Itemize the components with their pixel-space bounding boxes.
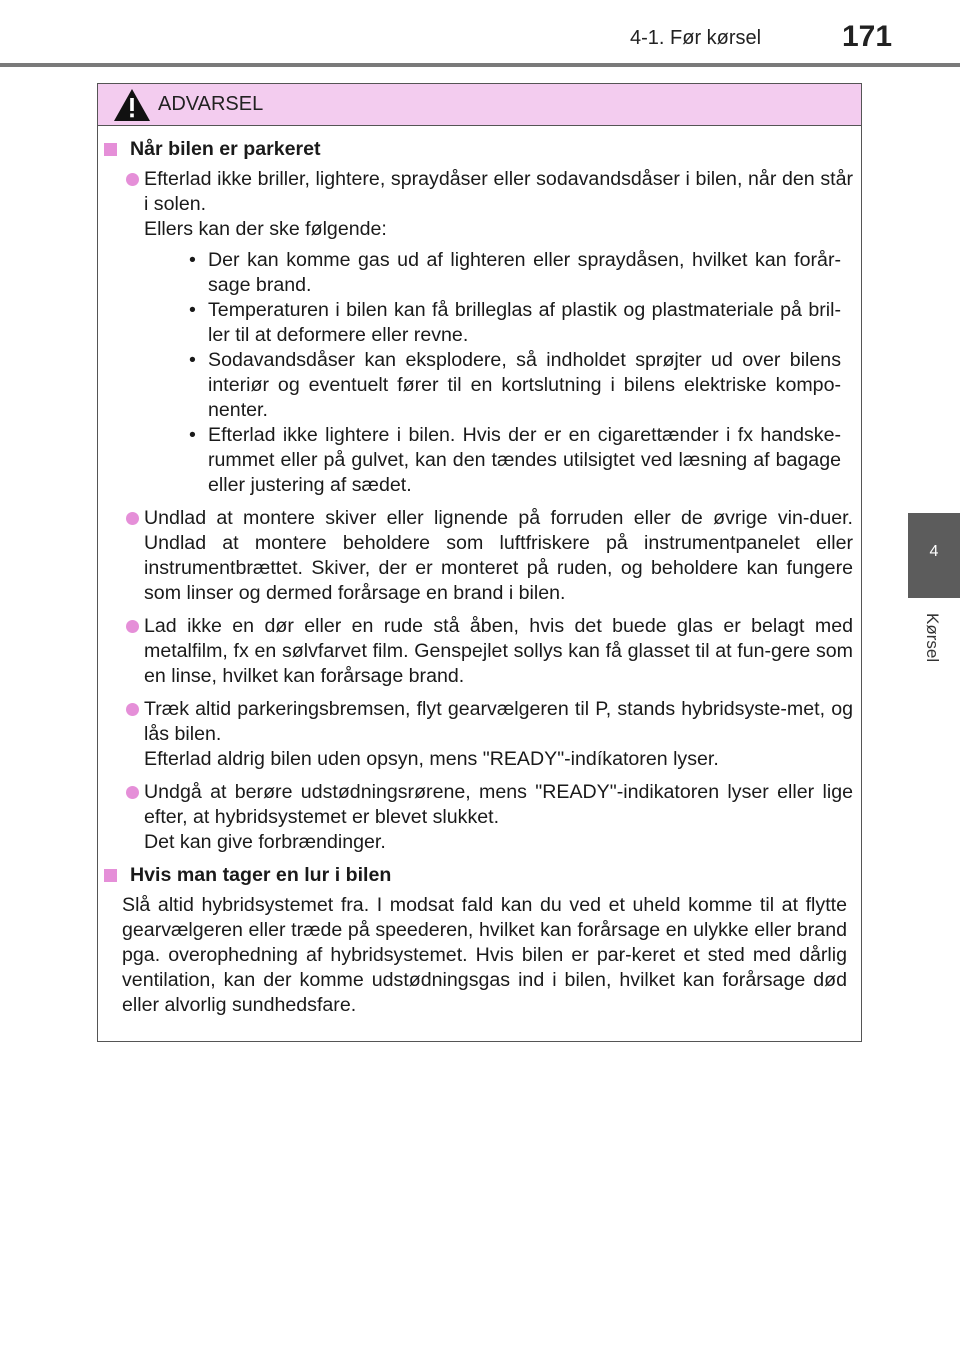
sub-item-text: Temperaturen i bilen kan få brilleglas af plastik og plastmateriale på bril-ler til at deformere eller revne. (208, 299, 841, 346)
chapter-tab (908, 513, 960, 598)
bullet-dot (126, 786, 139, 799)
section-paragraph: Slå altid hybridsystemet fra. I modsat fald kan du ved et uheld komme til at flytte gearvælgeren eller træde på speederen, hvilket kan forårsage en ulykke eller brand pga. overophedning af hybridsystemet. Hvis bilen er par-keret et sted med dårlig ventilation, kan der komme udstødningsgas ind i bilen, hvilket kan forårsage død eller alvorlig sundhedsfare. (122, 894, 847, 1016)
bullet-dot (126, 620, 139, 633)
bullet-line: Det kan give forbrændinger. (144, 831, 386, 853)
bullet-dot (126, 703, 139, 716)
chapter-tab-label-box (908, 605, 960, 685)
sub-item-marker: • (189, 349, 196, 371)
sub-item (144, 423, 841, 498)
sub-item (144, 248, 841, 298)
bullet-line: Efterlad ikke briller, lightere, spraydåser eller sodavandsdåser i bilen, når den står i solen. (144, 168, 853, 215)
chapter-tab-label: Kørsel (923, 613, 942, 663)
section-square-marker (104, 143, 117, 156)
bullet-item (98, 614, 861, 689)
bullet-line: Undgå at berøre udstødningsrørene, mens "READY"-indikatoren lyser eller lige efter, at hybridsystemet er blevet slukket. (144, 781, 853, 828)
section-heading-text: Hvis man tager en lur i bilen (130, 864, 392, 886)
section-square-marker (104, 869, 117, 882)
sub-item-text: Efterlad ikke lightere i bilen. Hvis der er en cigarettænder i fx handske-rummet eller på gulvet, kan den tændes utilsigtet ved læsning af bagage eller justering af sædet. (208, 424, 841, 496)
warning-header (98, 84, 861, 126)
bullet-line: Træk altid parkeringsbremsen, flyt gearvælgeren til P, stands hybridsyste-met, og lås bilen. (144, 698, 853, 745)
page-number: 171 (842, 20, 893, 53)
section-heading-text: Når bilen er parkeret (130, 138, 321, 160)
bullet-item (98, 697, 861, 772)
section-heading-parked (104, 137, 861, 162)
sub-item-marker: • (189, 249, 196, 271)
header-rule (0, 63, 960, 67)
sub-item-text: Sodavandsdåser kan eksplodere, så indholdet sprøjter ud over bilens interiør og eventuelt fører til en kortslutning i bilens elektriske kompo-nenter. (208, 349, 841, 421)
running-header-section: 4-1. Før kørsel (630, 27, 762, 49)
sub-item-text: Der kan komme gas ud af lighteren eller spraydåsen, hvilket kan forår-sage brand. (208, 249, 841, 296)
bullet-line: Ellers kan der ske følgende: (144, 218, 387, 240)
bullet-item (98, 506, 861, 606)
bullet-line: Efterlad aldrig bilen uden opsyn, mens "READY"-indíkatoren lyser. (144, 748, 719, 770)
sub-item-marker: • (189, 424, 196, 446)
bullet-dot (126, 173, 139, 186)
bullet-line: Undlad at montere skiver eller lignende på forruden eller de øvrige vin-duer. Undlad at montere beholdere som luftfriskere på instrumentpanelet eller instrumentbrættet. Skiver, der er monteret på ruden, og beholdere kan fungere som linser og dermed forårsage en brand i bilen. (144, 507, 853, 604)
sub-item (144, 348, 841, 423)
sub-item (144, 298, 841, 348)
bullet-item (98, 167, 861, 498)
bullet-line: Lad ikke en dør eller en rude stå åben, hvis det buede glas er belagt med metalfilm, fx en sølvfarvet film. Genspejlet sollys kan få glasset til at fun-gere som en linse, hvilket kan forårsage brand. (144, 615, 853, 687)
warning-body (98, 137, 861, 1018)
warning-title: ADVARSEL (158, 93, 264, 115)
sub-list (144, 248, 853, 498)
chapter-tab-number: 4 (929, 543, 939, 560)
warning-box (97, 83, 862, 1042)
sub-item-marker: • (189, 299, 196, 321)
bullet-dot (126, 512, 139, 525)
section-heading-nap (104, 863, 861, 888)
bullet-item (98, 780, 861, 855)
warning-triangle-icon (113, 88, 151, 122)
